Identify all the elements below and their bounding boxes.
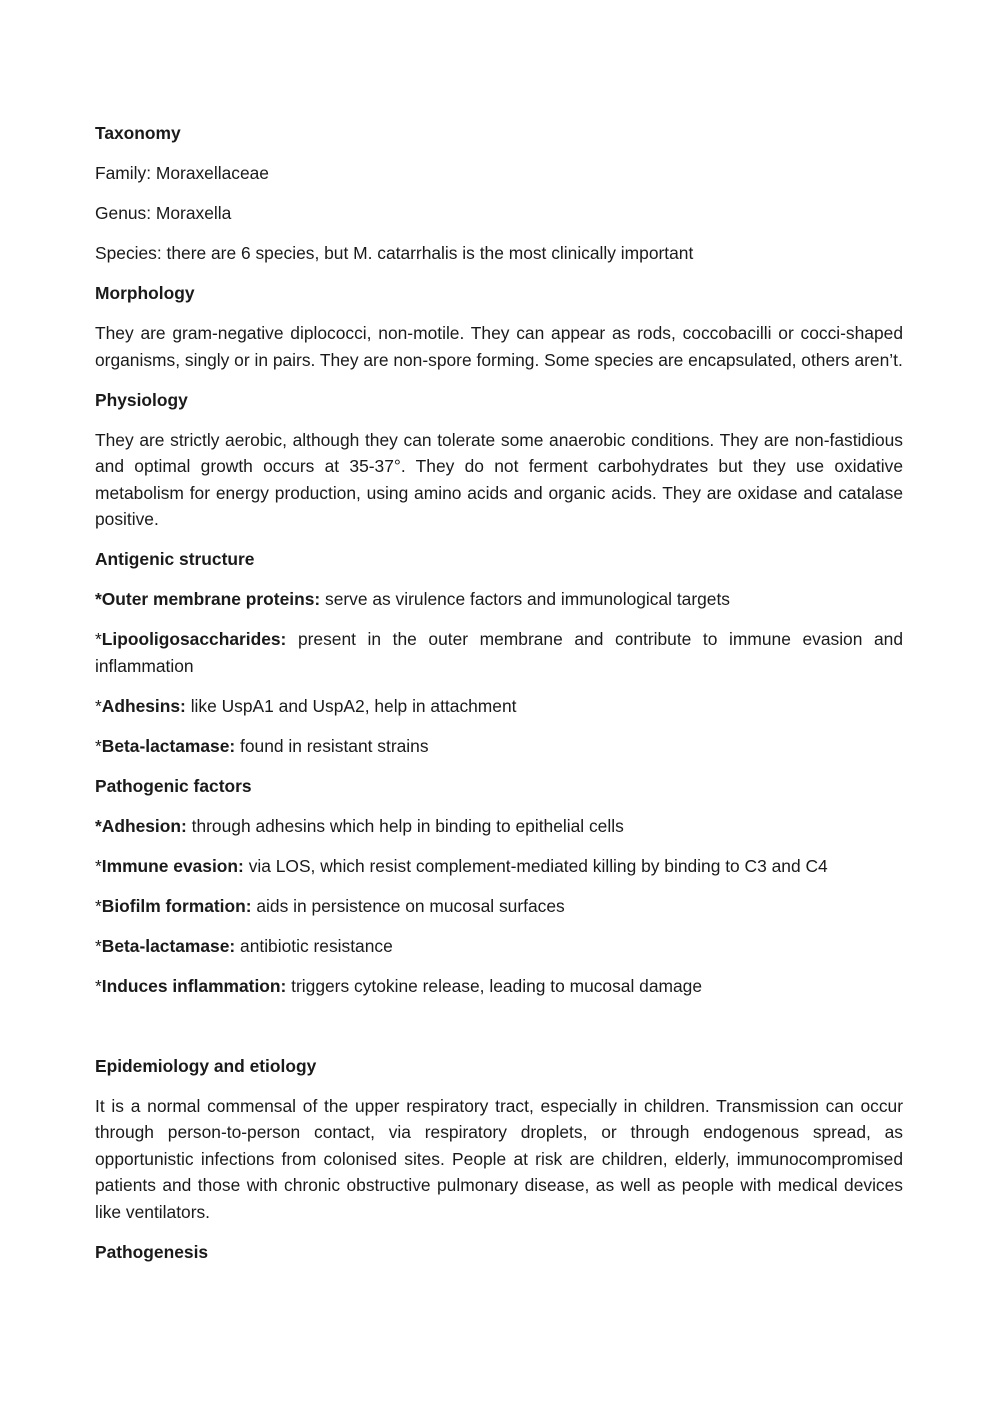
physiology-heading: Physiology	[95, 389, 188, 410]
antigenic-desc: found in resistant strains	[235, 735, 429, 756]
antigenic-item	[95, 626, 903, 679]
antigenic-term: Beta-lactamase:	[101, 735, 236, 756]
pathogenic-term: Biofilm formation:	[101, 895, 252, 916]
morphology-paragraph: They are gram-negative diplococci, non-motile. They can appear as rods, coccobacilli or cocci-shaped organisms, singly or in pairs. They are non-spore forming. Some species are encapsulated, others aren’t.	[95, 323, 903, 370]
pathogenic-item	[95, 933, 903, 960]
antigenic-desc: present in the outer membrane and contribute to immune evasion and inflammation	[95, 629, 903, 676]
pathogenic-item	[95, 893, 903, 920]
pathogenic-heading: Pathogenic factors	[95, 775, 252, 796]
taxonomy-species: Species: there are 6 species, but M. catarrhalis is the most clinically important	[95, 243, 694, 263]
bullet-marker: *	[95, 975, 102, 996]
physiology-paragraph: They are strictly aerobic, although they can tolerate some anaerobic conditions. They are non-fastidious and optimal growth occurs at 35-37°. They do not ferment carbohydrates but they use oxidative metabolism for energy production, using amino acids and organic acids. They are oxidase and catalase positive.	[95, 429, 903, 529]
document-page	[95, 120, 903, 1279]
antigenic-term: Adhesins:	[101, 695, 186, 716]
bullet-marker: *	[95, 855, 102, 876]
bullet-marker: *	[95, 895, 102, 916]
pathogenic-item	[95, 853, 903, 880]
pathogenic-item	[95, 973, 903, 1000]
pathogenesis-heading: Pathogenesis	[95, 1241, 209, 1262]
antigenic-term: Lipooligosaccharides:	[101, 629, 287, 649]
blank-line	[95, 1013, 903, 1053]
pathogenic-desc: via LOS, which resist complement-mediated killing by binding to C3 and C4	[243, 855, 828, 876]
pathogenic-desc: antibiotic resistance	[235, 935, 393, 956]
bullet-marker: *	[95, 935, 102, 956]
antigenic-item	[95, 733, 903, 760]
pathogenic-term: Induces inflammation:	[101, 975, 287, 996]
taxonomy-family: Family: Moraxellaceae	[95, 163, 269, 183]
pathogenic-desc: through adhesins which help in binding to epithelial cells	[186, 815, 624, 836]
antigenic-term: *Outer membrane proteins:	[95, 589, 321, 609]
pathogenic-term: *Adhesion:	[95, 815, 187, 836]
pathogenic-desc: triggers cytokine release, leading to mucosal damage	[286, 975, 703, 996]
bullet-marker: *	[95, 695, 102, 716]
antigenic-item	[95, 586, 903, 613]
antigenic-item	[95, 693, 903, 720]
bullet-marker: *	[95, 629, 102, 649]
pathogenic-desc: aids in persistence on mucosal surfaces	[251, 895, 565, 916]
taxonomy-heading: Taxonomy	[95, 123, 181, 143]
antigenic-heading: Antigenic structure	[95, 549, 255, 569]
pathogenic-term: Beta-lactamase:	[101, 935, 236, 956]
pathogenic-term: Immune evasion:	[101, 855, 244, 876]
taxonomy-genus: Genus: Moraxella	[95, 203, 232, 223]
bullet-marker: *	[95, 735, 102, 756]
morphology-heading: Morphology	[95, 283, 195, 303]
antigenic-desc: like UspA1 and UspA2, help in attachment	[185, 695, 517, 716]
antigenic-desc: serve as virulence factors and immunological targets	[320, 589, 731, 609]
epidemiology-heading: Epidemiology and etiology	[95, 1055, 317, 1076]
epidemiology-paragraph: It is a normal commensal of the upper respiratory tract, especially in children. Transmission can occur through person-to-person contact, via respiratory droplets, or through endogenous spread, as opportunistic infections from colonised sites. People at risk are children, elderly, immunocompromised patients and those with chronic obstructive pulmonary disease, as well as people with medical devices like ventilators.	[95, 1095, 903, 1222]
pathogenic-item	[95, 813, 903, 840]
